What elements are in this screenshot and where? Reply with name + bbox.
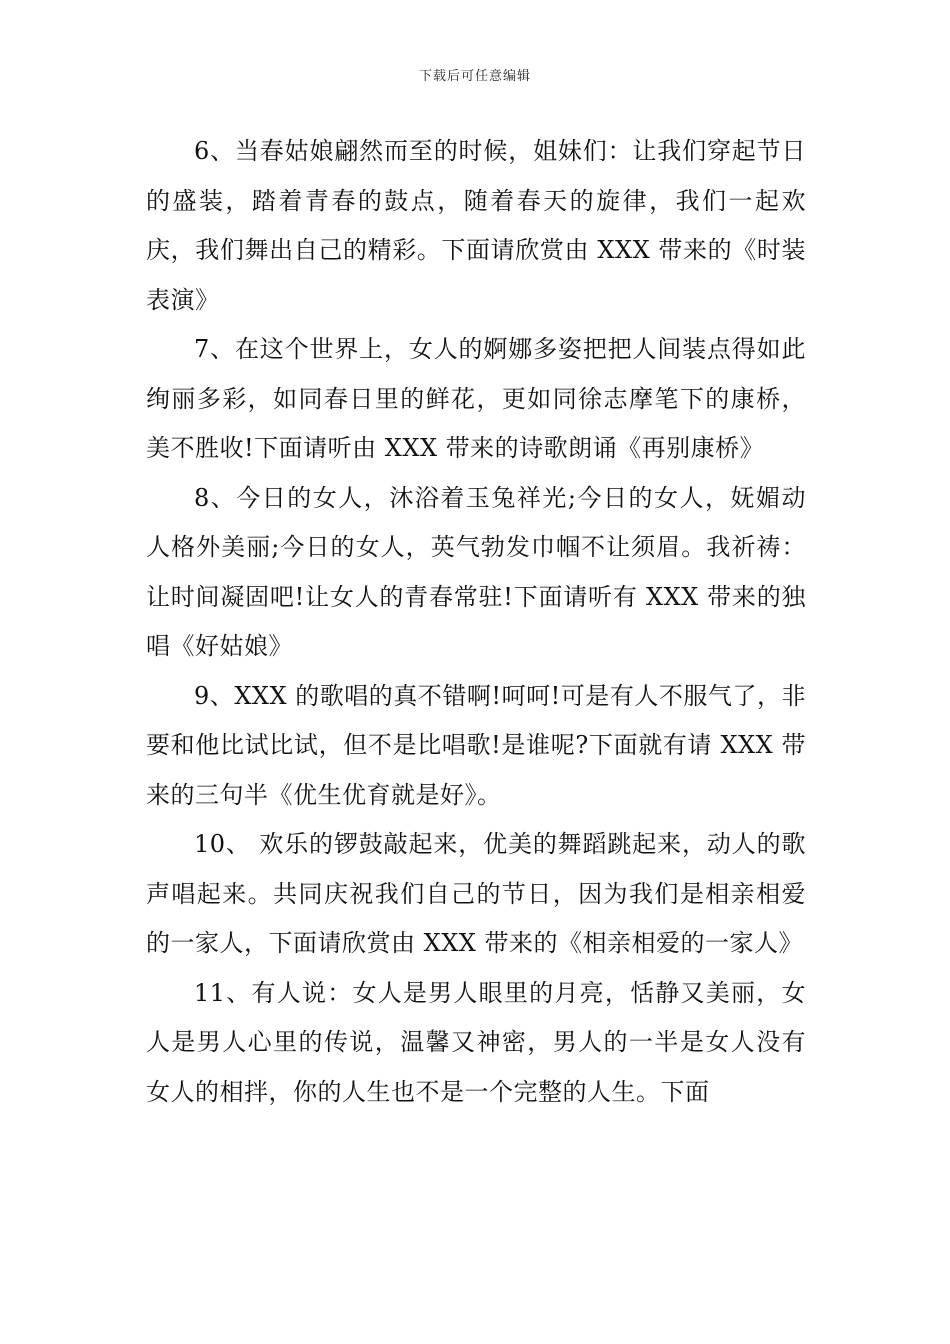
paragraph-7: 7、在这个世界上，女人的婀娜多姿把把人间装点得如此绚丽多彩，如同春日里的鲜花，更如同徐志摩笔下的康桥，美不胜收!下面请听由 XXX 带来的诗歌朗诵《再别康桥》 <box>146 335 806 462</box>
paragraph-11: 11、有人说：女人是男人眼里的月亮，恬静又美丽，女人是男人心里的传说，温馨又神密，男人的一半是女人没有女人的相拌，你的人生也不是一个完整的人生。下面 <box>146 978 806 1106</box>
paragraph-6: 6、当春姑娘翩然而至的时候，姐妹们：让我们穿起节日的盛装，踏着青春的鼓点，随着春天的旋律，我们一起欢庆，我们舞出自己的精彩。下面请欣赏由 XXX 带来的《时装表演》 <box>146 137 806 314</box>
paragraph-10: 10、 欢乐的锣鼓敲起来，优美的舞蹈跳起来，动人的歌声唱起来。共同庆祝我们自己的节日，因为我们是相亲相爱的一家人，下面请欣赏由 XXX 带来的《相亲相爱的一家人》 <box>146 830 806 957</box>
page-header: 下载后可任意编辑 <box>418 69 531 84</box>
paragraph-9: 9、XXX 的歌唱的真不错啊!呵呵!可是有人不服气了，非要和他比试比试，但不是比唱歌!是谁呢?下面就有请 XXX 带来的三句半《优生优育就是好》。 <box>146 681 806 809</box>
document-body <box>146 127 806 1117</box>
paragraph-8: 8、今日的女人，沐浴着玉兔祥光;今日的女人，妩媚动人格外美丽;今日的女人，英气勃发巾帼不让须眉。我祈祷：让时间凝固吧!让女人的青春常驻!下面请听有 XXX 带来的独唱《好姑娘》 <box>146 483 806 660</box>
